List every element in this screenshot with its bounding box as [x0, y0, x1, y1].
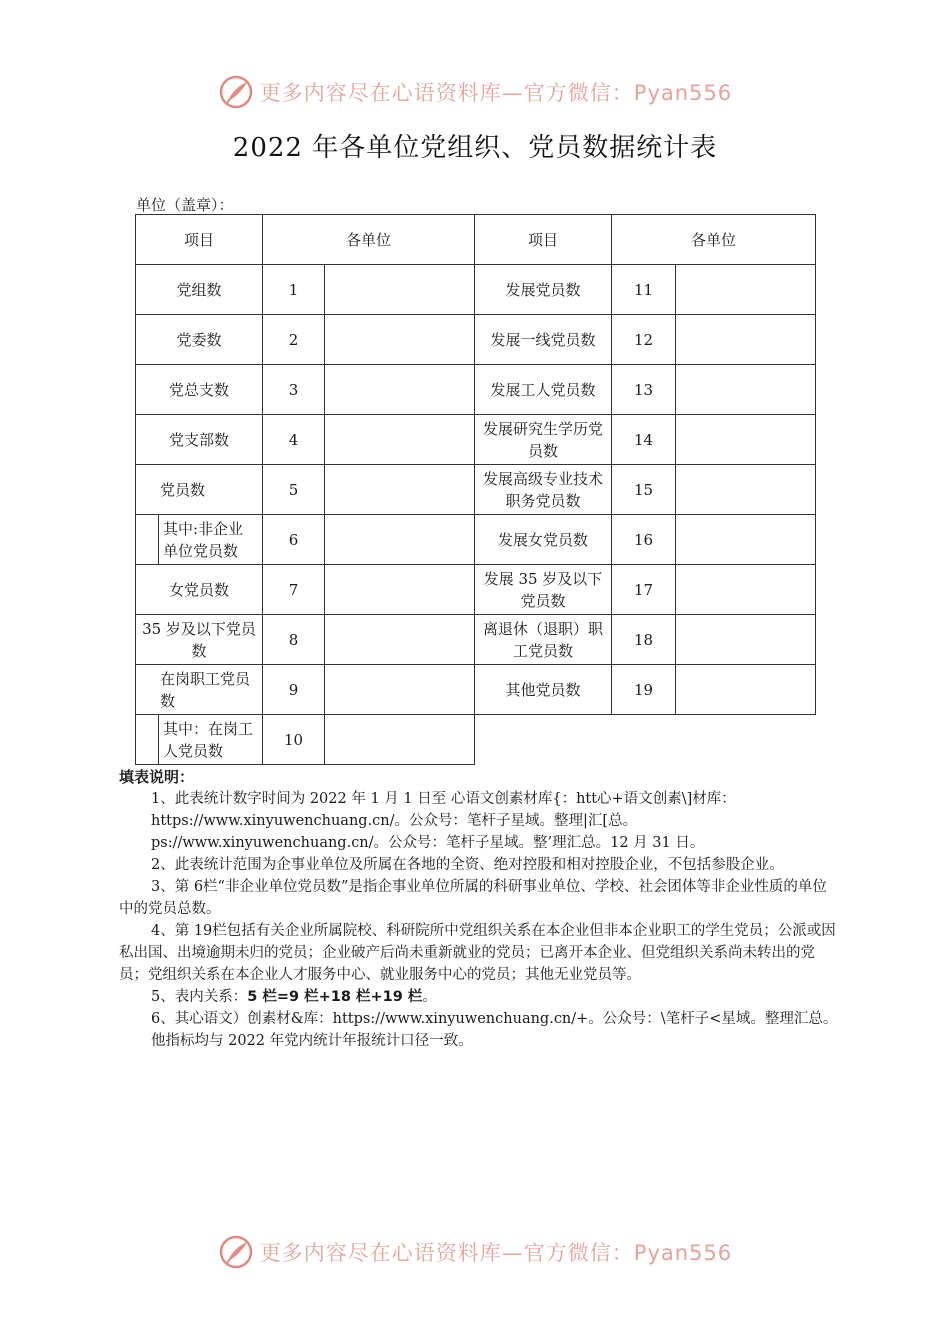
note-item: 1、此表统计数字时间为 2022 年 1 月 1 日至 心语文创素材库{：htt心+语文创素\]材库：https://www.xinyuwenchuang.cn/。公众号：笔杆子星域。整理|汇[总。ps://www.xinyuwenchuang.cn/。公众号：笔杆子星域。整’理汇总。12 月 31 日。 — [151, 791, 736, 851]
note-item-relation — [119, 986, 839, 1008]
row-number-left: 6 — [263, 515, 325, 565]
value-cell-left[interactable] — [325, 365, 475, 415]
row-item-right: 发展研究生学历党员数 — [475, 415, 612, 465]
row-number-right: 12 — [612, 315, 676, 365]
notes-title: 填表说明： — [119, 768, 195, 786]
watermark-text: 更多内容尽在心语资料库—官方微信：Pyan556 — [259, 81, 733, 105]
row-number-right: 14 — [612, 415, 676, 465]
row-number-right: 11 — [612, 265, 676, 315]
row-number-right: 13 — [612, 365, 676, 415]
value-cell-left[interactable] — [325, 265, 475, 315]
row-number-right: 17 — [612, 565, 676, 615]
row-number-right: 19 — [612, 665, 676, 715]
row-item-right: 发展女党员数 — [475, 515, 612, 565]
value-cell-right[interactable] — [676, 515, 816, 565]
relation-end: 。 — [422, 989, 437, 1005]
sub-item-label: 其中:非企业单位党员数 — [158, 515, 262, 564]
table-row — [136, 615, 816, 665]
watermark-text: 更多内容尽在心语资料库—官方微信：Pyan556 — [259, 1241, 733, 1265]
table-row — [136, 715, 816, 765]
value-cell-left[interactable] — [325, 465, 475, 515]
value-cell-left[interactable] — [325, 565, 475, 615]
row-item-right: 发展 35 岁及以下党员数 — [475, 565, 612, 615]
row-number-left: 9 — [263, 665, 325, 715]
table-row — [136, 415, 816, 465]
value-cell-right[interactable] — [676, 465, 816, 515]
table-row — [136, 365, 816, 415]
value-cell-right[interactable] — [676, 665, 816, 715]
table-row — [136, 515, 816, 565]
row-number-right: 18 — [612, 615, 676, 665]
value-cell-left[interactable] — [325, 415, 475, 465]
row-number-right: 16 — [612, 515, 676, 565]
document-title: 2022 年各单位党组织、党员数据统计表 — [232, 133, 718, 163]
row-item-left: 女党员数 — [136, 565, 263, 615]
empty-cell — [475, 715, 816, 765]
row-item-left-sub — [136, 515, 263, 565]
note-item: 4、第 19栏包括有关企业所属院校、科研院所中党组织关系在本企业但非本企业职工的学生党员；公派或因私出国、出境逾期未归的党员；企业破产后尚未重新就业的党员；已离开本企业、但党组织关系尚未转出的党员；党组织关系在本企业人才服务中心、就业服务中心的党员；其他无业党员等。 — [119, 923, 836, 983]
row-item-left: 35 岁及以下党员数 — [136, 615, 263, 665]
row-item-left: 党员数 — [136, 465, 263, 515]
row-item-right: 其他党员数 — [475, 665, 612, 715]
table-row — [136, 465, 816, 515]
header-item-right: 项目 — [475, 215, 612, 265]
row-number-left: 5 — [263, 465, 325, 515]
feather-pen-icon — [218, 74, 254, 110]
watermark-top — [0, 72, 950, 112]
header-units-left: 各单位 — [263, 215, 475, 265]
sub-item-label: 其中：在岗工人党员数 — [158, 715, 262, 764]
table-header-row — [136, 215, 816, 265]
row-number-left: 4 — [263, 415, 325, 465]
filling-instructions — [119, 766, 839, 1052]
row-item-right: 发展一线党员数 — [475, 315, 612, 365]
unit-seal-label: 单位（盖章）： — [136, 196, 234, 214]
value-cell-right[interactable] — [676, 315, 816, 365]
note-item: 2、此表统计范围为企事业单位及所属在各地的全资、绝对控股和相对控股企业，不包括参股企业。 — [151, 857, 784, 873]
table-row — [136, 565, 816, 615]
row-item-left-sub — [136, 715, 263, 765]
relation-formula: 5 栏=9 栏+18 栏+19 栏 — [247, 989, 423, 1005]
value-cell-left[interactable] — [325, 615, 475, 665]
header-item-left: 项目 — [136, 215, 263, 265]
value-cell-right[interactable] — [676, 365, 816, 415]
feather-pen-icon — [218, 1234, 254, 1270]
value-cell-left[interactable] — [325, 315, 475, 365]
row-number-left: 10 — [263, 715, 325, 765]
row-number-left: 7 — [263, 565, 325, 615]
header-units-right: 各单位 — [612, 215, 816, 265]
row-number-left: 3 — [263, 365, 325, 415]
table-row — [136, 265, 816, 315]
table-row — [136, 665, 816, 715]
row-item-right: 发展工人党员数 — [475, 365, 612, 415]
value-cell-right[interactable] — [676, 565, 816, 615]
row-number-left: 8 — [263, 615, 325, 665]
value-cell-right[interactable] — [676, 415, 816, 465]
row-item-right: 发展高级专业技术职务党员数 — [475, 465, 612, 515]
row-item-right: 发展党员数 — [475, 265, 612, 315]
value-cell-right[interactable] — [676, 265, 816, 315]
value-cell-left[interactable] — [325, 515, 475, 565]
row-item-left: 党组数 — [136, 265, 263, 315]
statistics-table — [135, 214, 816, 765]
note-item: 3、第 6栏“非企业单位党员数”是指企事业单位所属的科研事业单位、学校、社会团体等非企业性质的单位中的党员总数。 — [119, 879, 827, 917]
value-cell-left[interactable] — [325, 715, 475, 765]
row-number-right: 15 — [612, 465, 676, 515]
relation-label: 5、表内关系： — [151, 989, 248, 1005]
watermark-bottom — [0, 1232, 950, 1272]
row-item-left: 党总支数 — [136, 365, 263, 415]
value-cell-right[interactable] — [676, 615, 816, 665]
row-item-right: 离退休（退职）职工党员数 — [475, 615, 612, 665]
note-item: 6、其心语文）创素材&库：https://www.xinyuwenchuang.cn/+。公众号：\笔杆子<星域。整理汇总。他指标均与 2022 年党内统计年报统计口径一致。 — [151, 1011, 838, 1049]
row-number-left: 2 — [263, 315, 325, 365]
row-item-left: 在岗职工党员数 — [136, 665, 263, 715]
row-item-left: 党支部数 — [136, 415, 263, 465]
table-row — [136, 315, 816, 365]
row-number-left: 1 — [263, 265, 325, 315]
value-cell-left[interactable] — [325, 665, 475, 715]
row-item-left: 党委数 — [136, 315, 263, 365]
